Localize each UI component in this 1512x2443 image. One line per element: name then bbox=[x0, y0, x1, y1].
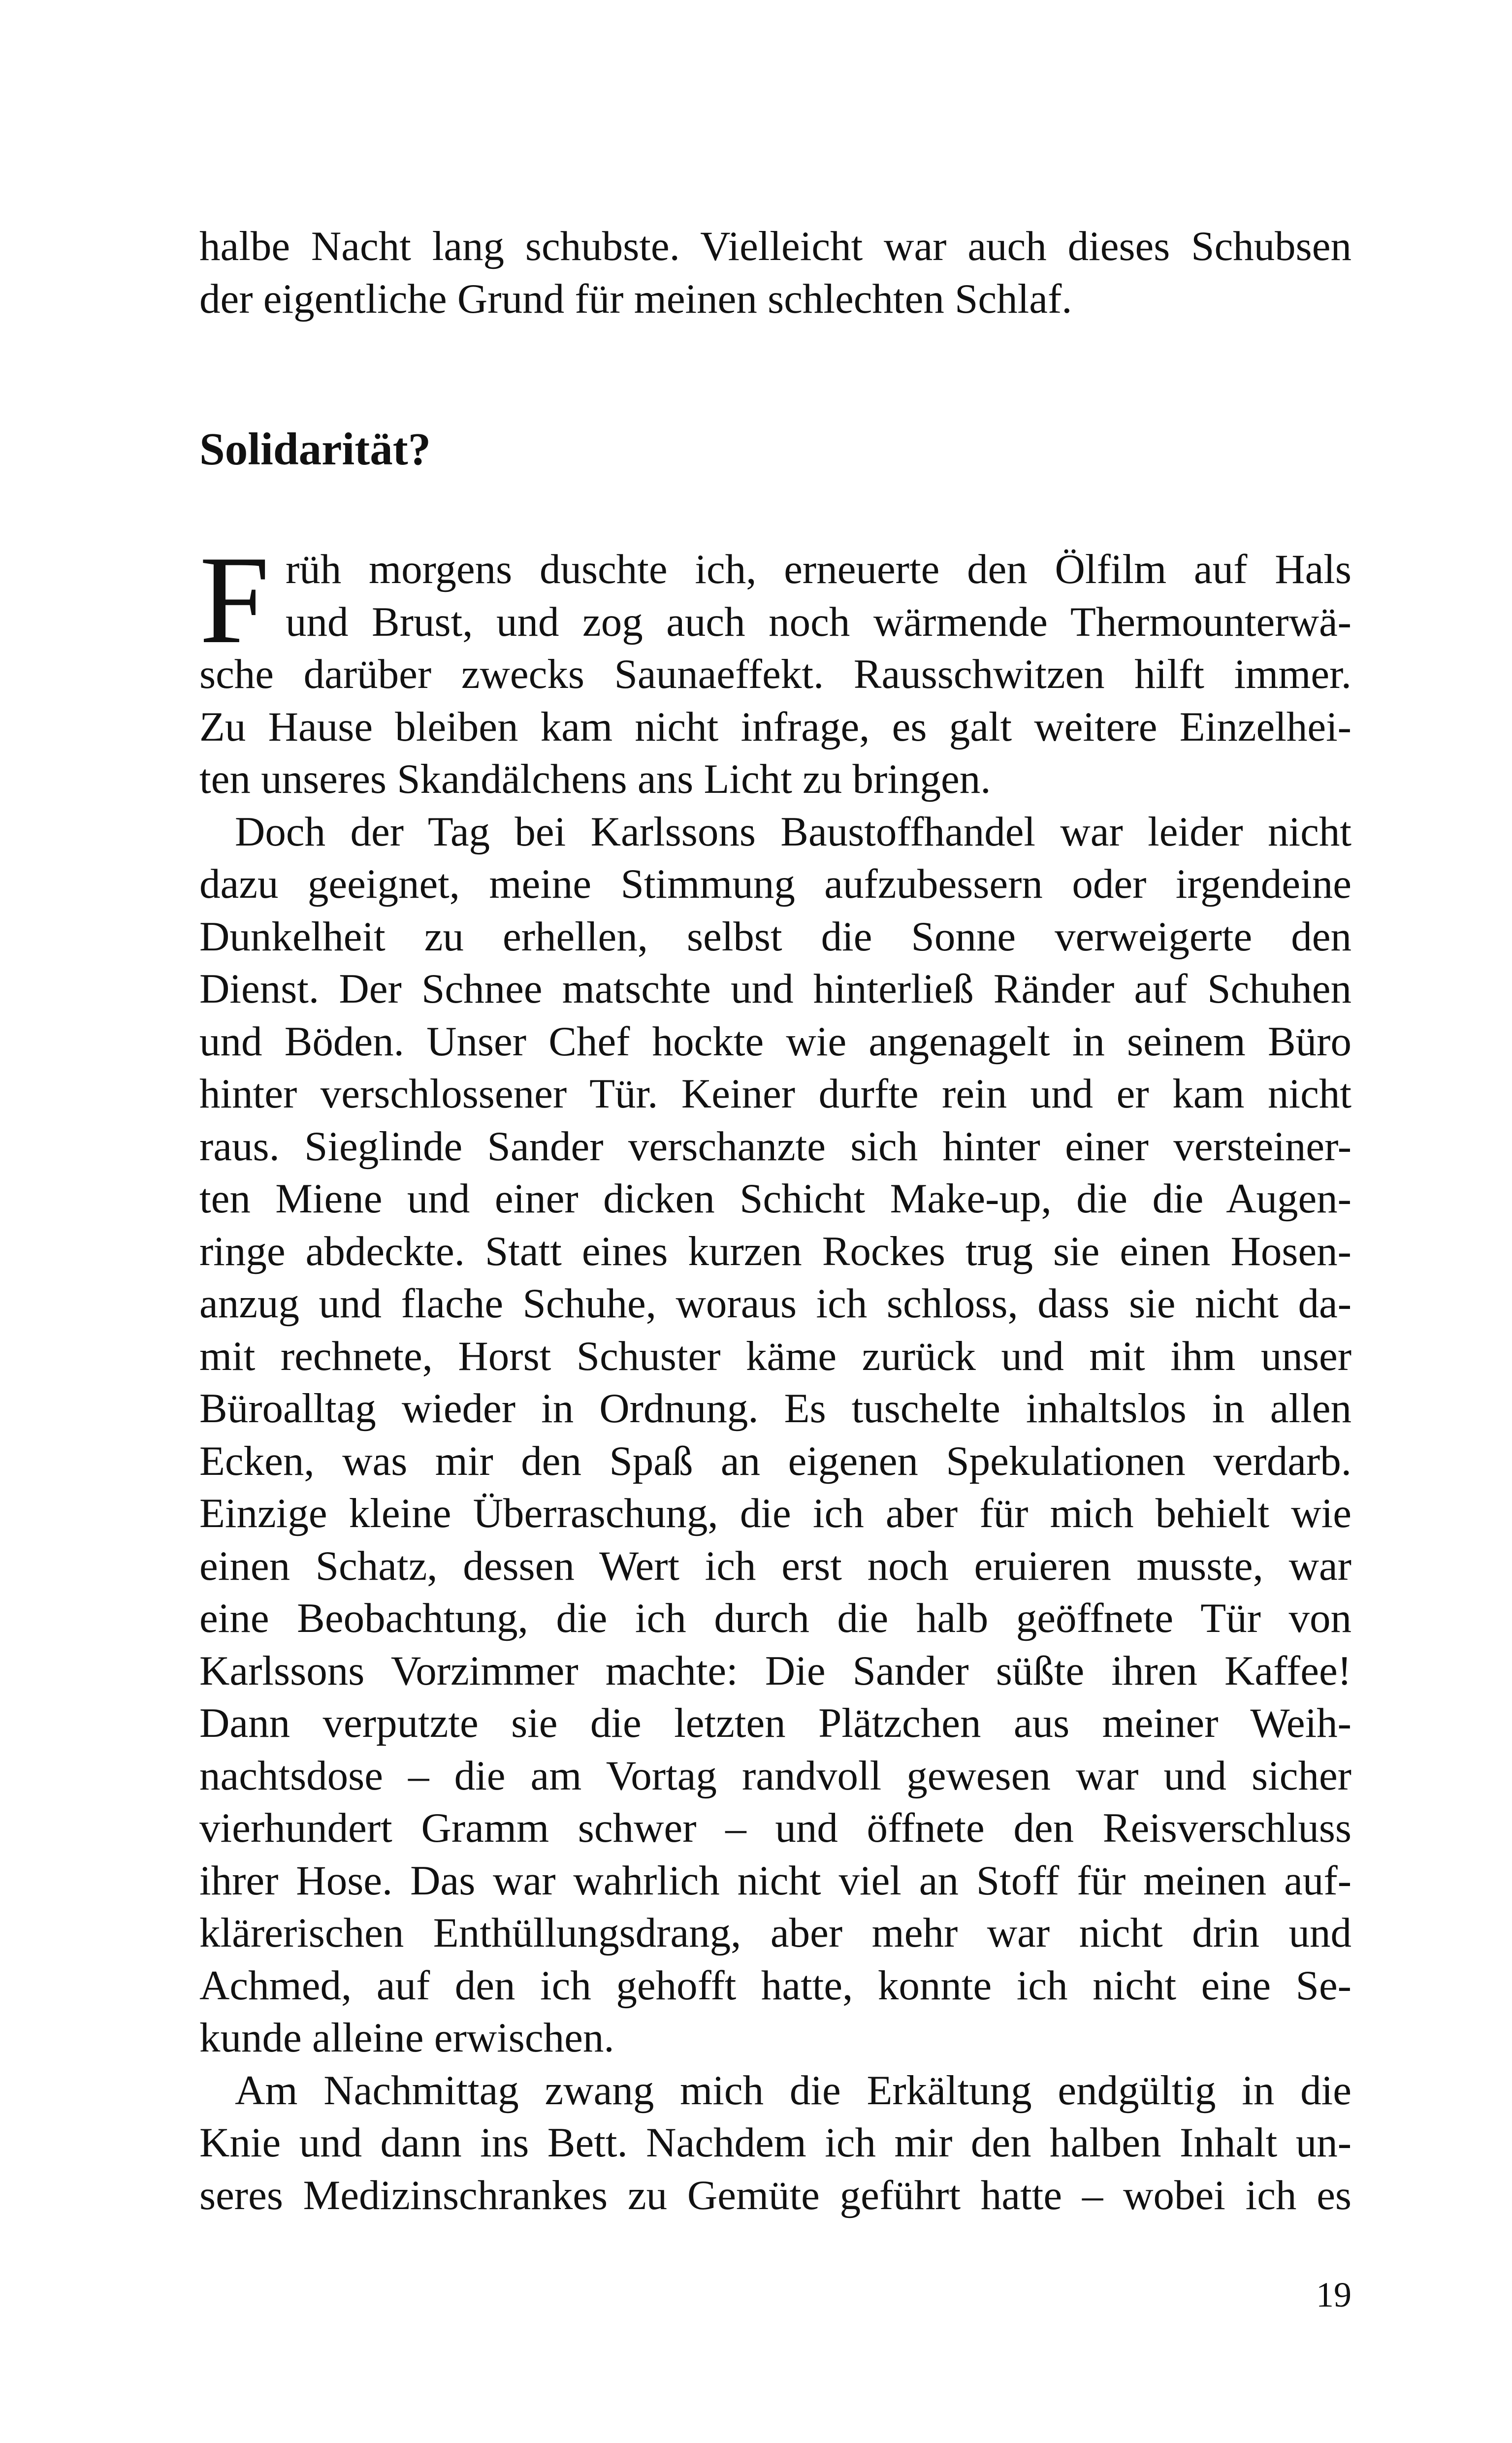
text-line: eine Beobachtung, die ich durch die halb geöffnete Tür von bbox=[199, 1595, 1351, 1641]
drop-cap-letter: F bbox=[199, 530, 270, 670]
text-line: Achmed, auf den ich gehofft hatte, konnte ich nicht eine Se- bbox=[199, 1962, 1351, 2009]
text-line: Einzige kleine Überraschung, die ich aber für mich behielt wie bbox=[199, 1490, 1351, 1536]
text-line: raus. Sieglinde Sander verschanzte sich hinter einer versteiner- bbox=[199, 1123, 1351, 1170]
text-line: ten unseres Skandälchens ans Licht zu bringen. bbox=[199, 756, 991, 802]
text-line: und Böden. Unser Chef hockte wie angenagelt in seinem Büro bbox=[199, 1018, 1351, 1065]
text-line: Knie und dann ins Bett. Nachdem ich mir den halben Inhalt un- bbox=[199, 2119, 1351, 2166]
page-number: 19 bbox=[1316, 2275, 1351, 2314]
text-line: dazu geeignet, meine Stimmung aufzubessern oder irgendeine bbox=[199, 861, 1351, 907]
text-line: seres Medizinschrankes zu Gemüte geführt hatte – wobei ich es bbox=[199, 2172, 1351, 2218]
text-line: hinter verschlossener Tür. Keiner durfte rein und er kam nicht bbox=[199, 1071, 1351, 1117]
text-line: rüh morgens duschte ich, erneuerte den Ölfilm auf Hals bbox=[286, 546, 1351, 592]
text-line: Dienst. Der Schnee matschte und hinterließ Ränder auf Schuhen bbox=[199, 966, 1351, 1012]
text-line: ringe abdeckte. Statt eines kurzen Rockes trug sie einen Hosen- bbox=[199, 1228, 1351, 1274]
text-line: sche darüber zwecks Saunaeffekt. Rausschwitzen hilft immer. bbox=[199, 651, 1351, 697]
text-line: Dunkelheit zu erhellen, selbst die Sonne verweigerte den bbox=[199, 913, 1351, 960]
text-line: Dann verputzte sie die letzten Plätzchen aus meiner Weih- bbox=[199, 1700, 1351, 1746]
text-line: vierhundert Gramm schwer – und öffnete den Reisverschluss bbox=[199, 1805, 1351, 1851]
text-line: anzug und flache Schuhe, woraus ich schloss, dass sie nicht da- bbox=[199, 1280, 1351, 1327]
text-line: Zu Hause bleiben kam nicht infrage, es galt weitere Einzelhei- bbox=[199, 703, 1351, 750]
section-heading: Solidarität? bbox=[199, 424, 431, 475]
text-line: Doch der Tag bei Karlssons Baustoffhandel war leider nicht bbox=[235, 808, 1351, 855]
text-line: nachtsdose – die am Vortag randvoll gewesen war und sicher bbox=[199, 1752, 1351, 1799]
text-line: ihrer Hose. Das war wahrlich nicht viel an Stoff für meinen auf- bbox=[199, 1857, 1351, 1904]
text-line: der eigentliche Grund für meinen schlechten Schlaf. bbox=[199, 275, 1072, 322]
text-line: Ecken, was mir den Spaß an eigenen Spekulationen verdarb. bbox=[199, 1437, 1351, 1484]
intro-paragraph bbox=[199, 220, 1351, 325]
chapter-body bbox=[199, 530, 1351, 2221]
text-line: ten Miene und einer dicken Schicht Make-up, die die Augen- bbox=[199, 1175, 1351, 1222]
text-line: und Brust, und zog auch noch wärmende Thermounterwä- bbox=[286, 598, 1351, 645]
text-line: kunde alleine erwischen. bbox=[199, 2015, 614, 2061]
text-line: einen Schatz, dessen Wert ich erst noch eruieren musste, war bbox=[199, 1542, 1351, 1589]
text-line: halbe Nacht lang schubste. Vielleicht war auch dieses Schubsen bbox=[199, 223, 1351, 269]
text-line: Am Nachmittag zwang mich die Erkältung endgültig in die bbox=[235, 2067, 1351, 2114]
text-line: Karlssons Vorzimmer machte: Die Sander süßte ihren Kaffee! bbox=[199, 1647, 1351, 1694]
text-line: klärerischen Enthüllungsdrang, aber mehr war nicht drin und bbox=[199, 1910, 1351, 1956]
text-line: mit rechnete, Horst Schuster käme zurück und mit ihm unser bbox=[199, 1333, 1351, 1379]
text-line: Büroalltag wieder in Ordnung. Es tuschelte inhaltslos in allen bbox=[199, 1385, 1351, 1432]
